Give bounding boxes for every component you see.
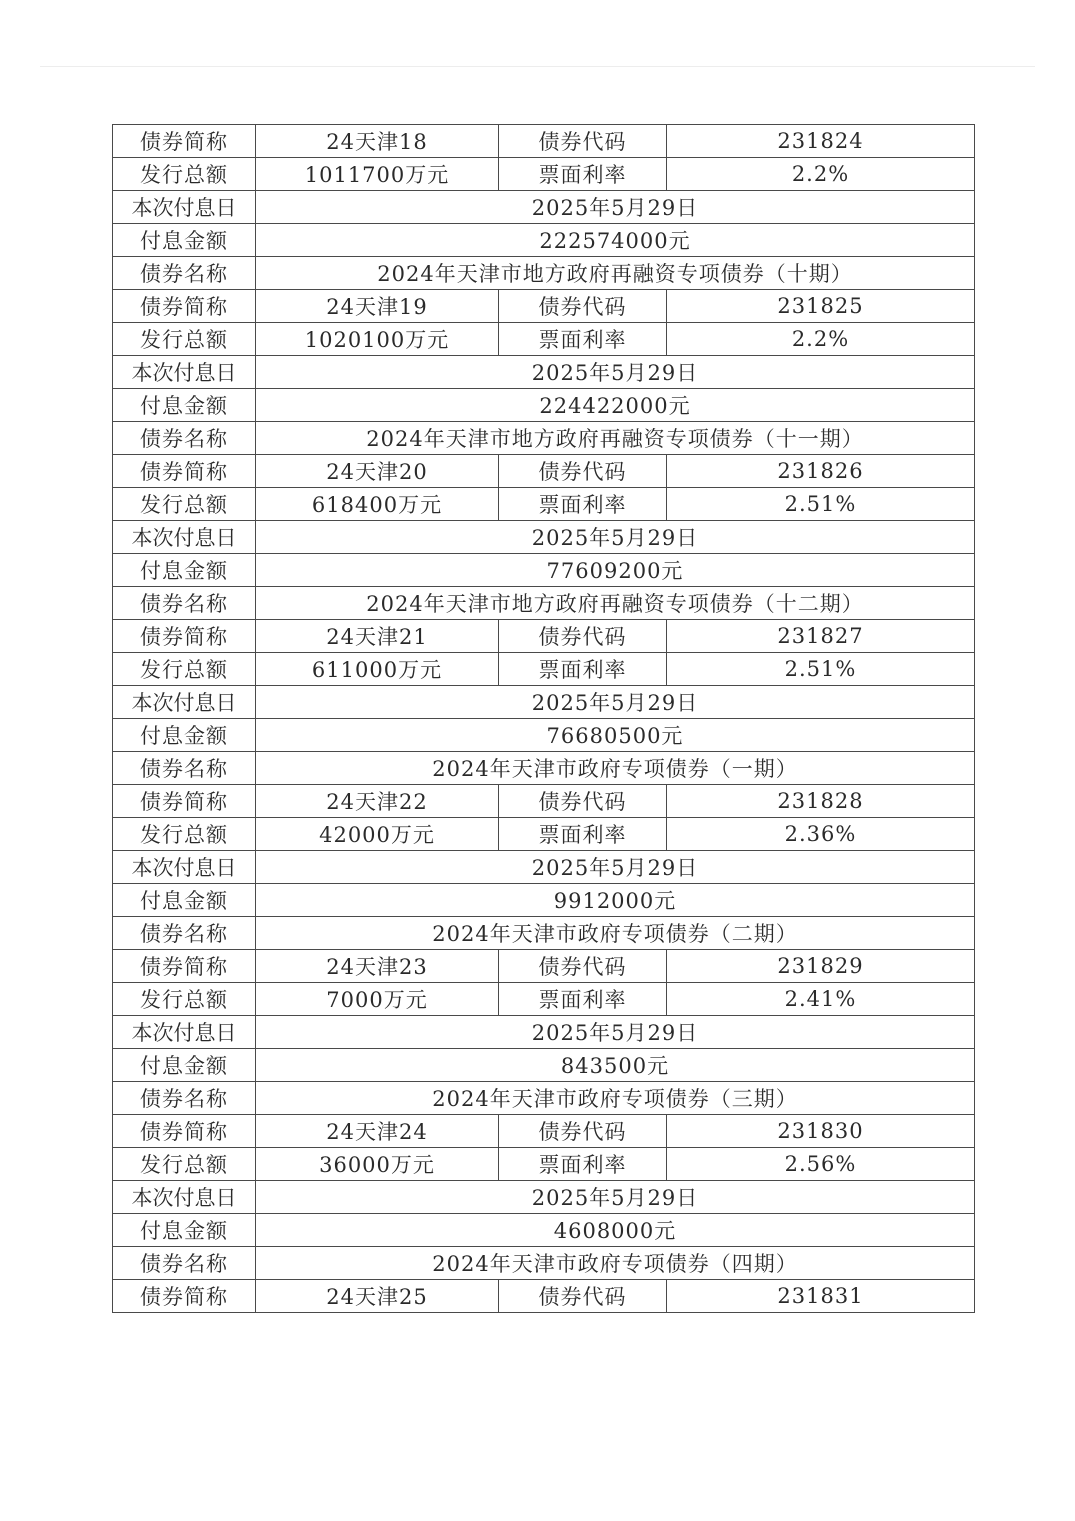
label-payment-date: 本次付息日	[113, 521, 256, 554]
bond-name: 2024年天津市政府专项债券（四期）	[256, 1247, 975, 1280]
label-bond-name: 债券名称	[113, 752, 256, 785]
bond-issue-amount: 1011700万元	[256, 158, 499, 191]
label-payment-date: 本次付息日	[113, 356, 256, 389]
bond-name-row	[113, 587, 975, 620]
bond-name-row	[113, 257, 975, 290]
label-issue-amount: 发行总额	[113, 653, 256, 686]
bond-payment-amount-row	[113, 1214, 975, 1247]
bond-payment-date: 2025年5月29日	[256, 521, 975, 554]
bond-coupon-rate: 2.56%	[667, 1148, 975, 1181]
bond-short-code-row	[113, 455, 975, 488]
bond-short-name: 24天津23	[256, 950, 499, 983]
bond-payment-amount-row	[113, 389, 975, 422]
label-bond-code: 债券代码	[499, 950, 667, 983]
label-payment-amount: 付息金额	[113, 719, 256, 752]
label-payment-amount: 付息金额	[113, 884, 256, 917]
bond-issue-amount: 611000万元	[256, 653, 499, 686]
label-short-name: 债券简称	[113, 1115, 256, 1148]
bond-code: 231829	[667, 950, 975, 983]
bond-issue-rate-row	[113, 488, 975, 521]
label-payment-amount: 付息金额	[113, 1214, 256, 1247]
bond-coupon-rate: 2.2%	[667, 323, 975, 356]
bond-name-row	[113, 1247, 975, 1280]
label-coupon-rate: 票面利率	[499, 158, 667, 191]
bond-name: 2024年天津市地方政府再融资专项债券（十一期）	[256, 422, 975, 455]
bond-issue-amount: 618400万元	[256, 488, 499, 521]
bond-name: 2024年天津市政府专项债券（一期）	[256, 752, 975, 785]
bond-payment-amount: 224422000元	[256, 389, 975, 422]
bond-payment-amount: 77609200元	[256, 554, 975, 587]
bond-issue-rate-row	[113, 983, 975, 1016]
bond-name: 2024年天津市地方政府再融资专项债券（十期）	[256, 257, 975, 290]
label-payment-amount: 付息金额	[113, 389, 256, 422]
label-short-name: 债券简称	[113, 290, 256, 323]
bond-payment-date: 2025年5月29日	[256, 851, 975, 884]
bond-short-code-row	[113, 290, 975, 323]
page-top-edge	[40, 66, 1035, 67]
label-coupon-rate: 票面利率	[499, 818, 667, 851]
label-payment-date: 本次付息日	[113, 191, 256, 224]
bond-short-name: 24天津21	[256, 620, 499, 653]
bond-payment-date: 2025年5月29日	[256, 686, 975, 719]
label-issue-amount: 发行总额	[113, 488, 256, 521]
bond-short-name: 24天津25	[256, 1280, 499, 1313]
bond-payment-amount-row	[113, 224, 975, 257]
bond-issue-amount: 42000万元	[256, 818, 499, 851]
bond-name-row	[113, 917, 975, 950]
label-issue-amount: 发行总额	[113, 818, 256, 851]
label-issue-amount: 发行总额	[113, 983, 256, 1016]
bond-issue-rate-row	[113, 158, 975, 191]
bond-short-code-row	[113, 1280, 975, 1313]
bond-name: 2024年天津市政府专项债券（三期）	[256, 1082, 975, 1115]
label-coupon-rate: 票面利率	[499, 1148, 667, 1181]
label-bond-name: 债券名称	[113, 1247, 256, 1280]
bond-short-name: 24天津24	[256, 1115, 499, 1148]
bond-code: 231828	[667, 785, 975, 818]
label-issue-amount: 发行总额	[113, 158, 256, 191]
bond-code: 231830	[667, 1115, 975, 1148]
label-bond-code: 债券代码	[499, 620, 667, 653]
bond-issue-rate-row	[113, 1148, 975, 1181]
bond-issue-rate-row	[113, 323, 975, 356]
bond-payment-amount: 843500元	[256, 1049, 975, 1082]
bond-payment-date-row	[113, 1181, 975, 1214]
bond-coupon-rate: 2.51%	[667, 488, 975, 521]
label-bond-code: 债券代码	[499, 290, 667, 323]
bond-short-code-row	[113, 1115, 975, 1148]
bond-payment-date-row	[113, 686, 975, 719]
bond-payment-date-row	[113, 521, 975, 554]
label-short-name: 债券简称	[113, 455, 256, 488]
bond-payment-amount: 76680500元	[256, 719, 975, 752]
label-payment-amount: 付息金额	[113, 224, 256, 257]
bond-payment-date: 2025年5月29日	[256, 1181, 975, 1214]
bond-payment-date-row	[113, 1016, 975, 1049]
label-coupon-rate: 票面利率	[499, 488, 667, 521]
bond-payment-amount-row	[113, 719, 975, 752]
label-bond-code: 债券代码	[499, 125, 667, 158]
label-bond-code: 债券代码	[499, 785, 667, 818]
bond-payment-date: 2025年5月29日	[256, 356, 975, 389]
label-bond-name: 债券名称	[113, 917, 256, 950]
bond-coupon-rate: 2.41%	[667, 983, 975, 1016]
bond-payment-amount-row	[113, 554, 975, 587]
bond-name-row	[113, 1082, 975, 1115]
bond-table-body	[113, 125, 975, 1313]
bond-short-code-row	[113, 620, 975, 653]
label-bond-code: 债券代码	[499, 1280, 667, 1313]
label-issue-amount: 发行总额	[113, 1148, 256, 1181]
label-coupon-rate: 票面利率	[499, 983, 667, 1016]
bond-code: 231827	[667, 620, 975, 653]
bond-interest-table	[112, 124, 975, 1313]
label-payment-date: 本次付息日	[113, 1016, 256, 1049]
label-bond-name: 债券名称	[113, 587, 256, 620]
bond-issue-rate-row	[113, 818, 975, 851]
bond-payment-amount-row	[113, 1049, 975, 1082]
bond-code: 231824	[667, 125, 975, 158]
label-bond-name: 债券名称	[113, 257, 256, 290]
label-payment-amount: 付息金额	[113, 554, 256, 587]
label-short-name: 债券简称	[113, 785, 256, 818]
bond-name: 2024年天津市政府专项债券（二期）	[256, 917, 975, 950]
bond-coupon-rate: 2.51%	[667, 653, 975, 686]
label-short-name: 债券简称	[113, 125, 256, 158]
label-bond-name: 债券名称	[113, 422, 256, 455]
label-payment-date: 本次付息日	[113, 1181, 256, 1214]
bond-short-name: 24天津22	[256, 785, 499, 818]
label-coupon-rate: 票面利率	[499, 323, 667, 356]
bond-short-name: 24天津18	[256, 125, 499, 158]
bond-code: 231831	[667, 1280, 975, 1313]
label-coupon-rate: 票面利率	[499, 653, 667, 686]
bond-payment-date: 2025年5月29日	[256, 191, 975, 224]
label-short-name: 债券简称	[113, 950, 256, 983]
label-issue-amount: 发行总额	[113, 323, 256, 356]
label-payment-amount: 付息金额	[113, 1049, 256, 1082]
bond-issue-amount: 7000万元	[256, 983, 499, 1016]
bond-issue-amount: 36000万元	[256, 1148, 499, 1181]
bond-short-code-row	[113, 125, 975, 158]
bond-short-name: 24天津19	[256, 290, 499, 323]
label-short-name: 债券简称	[113, 1280, 256, 1313]
bond-payment-date-row	[113, 356, 975, 389]
bond-payment-date-row	[113, 191, 975, 224]
label-bond-name: 债券名称	[113, 1082, 256, 1115]
bond-code: 231826	[667, 455, 975, 488]
label-payment-date: 本次付息日	[113, 851, 256, 884]
bond-code: 231825	[667, 290, 975, 323]
bond-issue-amount: 1020100万元	[256, 323, 499, 356]
bond-payment-amount: 9912000元	[256, 884, 975, 917]
bond-coupon-rate: 2.36%	[667, 818, 975, 851]
label-bond-code: 债券代码	[499, 455, 667, 488]
bond-name-row	[113, 422, 975, 455]
bond-name-row	[113, 752, 975, 785]
bond-issue-rate-row	[113, 653, 975, 686]
label-short-name: 债券简称	[113, 620, 256, 653]
label-bond-code: 债券代码	[499, 1115, 667, 1148]
bond-payment-amount: 4608000元	[256, 1214, 975, 1247]
bond-short-code-row	[113, 785, 975, 818]
bond-short-code-row	[113, 950, 975, 983]
bond-name: 2024年天津市地方政府再融资专项债券（十二期）	[256, 587, 975, 620]
bond-payment-amount: 222574000元	[256, 224, 975, 257]
label-payment-date: 本次付息日	[113, 686, 256, 719]
bond-payment-date-row	[113, 851, 975, 884]
bond-payment-date: 2025年5月29日	[256, 1016, 975, 1049]
bond-coupon-rate: 2.2%	[667, 158, 975, 191]
bond-payment-amount-row	[113, 884, 975, 917]
bond-short-name: 24天津20	[256, 455, 499, 488]
